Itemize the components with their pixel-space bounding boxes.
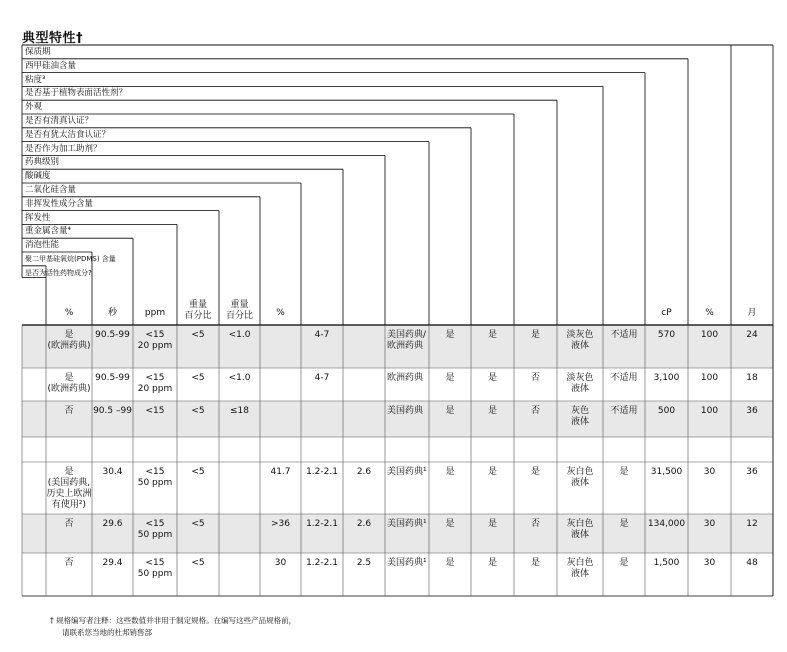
table-cell: [603, 442, 645, 461]
header-label: 粘度³: [25, 74, 46, 85]
table-cell: 灰白色 液体: [566, 467, 594, 488]
table-cell: 美国药典¹: [387, 467, 427, 477]
table-cell: 是: [487, 406, 497, 416]
table-cell: 是: [445, 467, 455, 477]
table-cell: [343, 442, 385, 461]
unit-label: cP: [661, 308, 672, 318]
table-cell: 134,000: [647, 519, 686, 529]
unit-label: [343, 308, 385, 324]
header-label: 是否作为加工助剂？: [25, 143, 102, 154]
table-cell: <5: [191, 406, 205, 416]
table-cell: [645, 442, 688, 461]
unit-label: %: [705, 308, 714, 318]
table-cell: 30: [274, 558, 287, 568]
footnote-line-1: † 规格编写者注释：这些数值并非用于制定规格。在编写这些产品规格前，: [50, 616, 297, 625]
table-cell: <15 50 ppm: [137, 467, 173, 488]
table-cell: 24: [746, 330, 758, 340]
table-cell: 不适用: [610, 406, 638, 416]
header-label: 是否为活性药物成分?: [25, 268, 92, 277]
unit-label: %: [64, 308, 74, 318]
unit-label: 重量 百分比: [184, 300, 212, 321]
unit-label: [301, 308, 343, 324]
table-cell: [301, 406, 343, 436]
unit-label: [603, 308, 645, 324]
table-cell: [688, 442, 731, 461]
table-cell: 是 (美国药典, 历史上欧洲 有使用²): [46, 467, 92, 510]
table-cell: 欧洲药典: [387, 373, 424, 383]
table-cell: 100: [700, 330, 719, 340]
table-cell: 90.5-99: [95, 330, 130, 340]
table-cell: 41.7: [270, 467, 291, 477]
table-cell: 美国药典¹: [387, 558, 427, 568]
table-cell: 是: [445, 406, 455, 416]
unit-label: 秒: [107, 308, 117, 318]
table-cell: <15 50 ppm: [137, 519, 173, 540]
table-cell: ≤18: [230, 406, 249, 416]
table-cell: 1.2-2.1: [306, 558, 338, 568]
table-cell: [219, 558, 260, 595]
table-cell: <15 20 ppm: [137, 330, 173, 351]
table-cell: 是: [487, 467, 497, 477]
footnote-line-2: 请联系您当地的杜邦销售部: [62, 628, 152, 637]
header-label: 二氧化硅含量: [25, 185, 77, 195]
table-cell: 500: [657, 406, 676, 416]
table-cell: 不适用: [610, 373, 638, 383]
table-cell: 否: [530, 373, 540, 383]
table-cell: 12: [746, 519, 758, 529]
table-cell: <5: [191, 330, 205, 340]
table-cell: 36: [746, 406, 758, 416]
table-cell: [514, 442, 557, 461]
table-cell: 是 (欧洲药典): [47, 330, 91, 351]
table-cell: [471, 442, 514, 461]
table-cell: >36: [271, 519, 290, 529]
table-cell: 2.5: [356, 558, 372, 568]
header-label: 是否有清真认证？: [25, 116, 94, 126]
table-cell: [385, 442, 429, 461]
table-cell: 是: [487, 519, 497, 529]
table-cell: 2.6: [356, 467, 372, 477]
table-cell: [301, 442, 343, 461]
table-cell: [343, 373, 385, 400]
table-cell: <5: [191, 373, 205, 383]
table-cell: [177, 442, 219, 461]
table-cell: [343, 330, 385, 367]
table-cell: 是: [619, 519, 629, 529]
table-cell: [219, 519, 260, 552]
table-cell: <15: [145, 406, 165, 416]
table-cell: 否: [64, 558, 74, 568]
header-label: 外观: [25, 102, 43, 113]
table-cell: 1.2-2.1: [306, 519, 338, 529]
table-cell: 否: [530, 519, 540, 529]
table-cell: 30.4: [102, 467, 123, 477]
table-cell: 30: [703, 558, 716, 568]
header-label: 非挥发性成分含量: [25, 198, 94, 209]
header-label: 聚二甲基硅氧烷(PDMS) 含量: [25, 255, 116, 263]
page-title: 典型特性†: [22, 31, 84, 46]
table-cell: 是: [487, 558, 497, 568]
table-cell: 是: [445, 330, 455, 340]
unit-label: [514, 308, 557, 324]
table-cell: <15 50 ppm: [137, 558, 173, 579]
header-label: 重金属含量⁴: [25, 226, 71, 237]
table-cell: 29.6: [102, 519, 123, 529]
table-cell: <1.0: [228, 373, 251, 383]
table-cell: 36: [746, 467, 758, 477]
table-cell: 是: [487, 373, 497, 383]
table-cell: [92, 442, 133, 461]
table-cell: 美国药典¹: [387, 519, 427, 529]
unit-label: [471, 308, 514, 324]
unit-label: 重量 百分比: [225, 300, 253, 321]
table-cell: 是: [445, 519, 455, 529]
header-label: 保质期: [25, 47, 51, 57]
table-cell: 90.5-99: [95, 373, 130, 383]
table-cell: 100: [700, 373, 719, 383]
table-cell: 灰色 液体: [570, 406, 589, 427]
table-cell: <1.0: [228, 330, 251, 340]
table-cell: 90.5 –99: [93, 406, 132, 416]
table-cell: 是 (欧洲药典): [47, 373, 91, 394]
table-cell: [260, 373, 301, 400]
header-label: 消泡性能: [25, 240, 60, 251]
table-cell: 1.2-2.1: [306, 467, 338, 477]
header-label: 挥发性: [25, 212, 51, 223]
unit-label: [557, 308, 603, 324]
table-cell: 淡灰色 液体: [566, 330, 594, 351]
table-cell: [260, 406, 301, 436]
unit-label: ppm: [144, 308, 166, 318]
table-cell: 淡灰色 液体: [566, 373, 594, 394]
table-cell: [731, 442, 773, 461]
table-cell: 31,500: [650, 467, 683, 477]
table-cell: 29.4: [102, 558, 123, 568]
table-cell: [343, 406, 385, 436]
table-cell: 灰白色 液体: [566, 519, 594, 540]
table-cell: 是: [487, 330, 497, 340]
table-cell: [260, 442, 301, 461]
table-cell: [219, 467, 260, 513]
table-cell: 18: [746, 373, 758, 383]
table-cell: 否: [64, 519, 74, 529]
table-cell: <5: [191, 519, 205, 529]
table-cell: [219, 442, 260, 461]
table-cell: [557, 442, 603, 461]
table-cell: 是: [619, 558, 629, 568]
table-cell: 不适用: [610, 330, 638, 340]
table-cell: 2.6: [356, 519, 372, 529]
header-label: 是否基于植物表面活性剂？: [25, 88, 128, 99]
table-cell: [46, 442, 92, 461]
header-label: 西甲硅油含量: [25, 60, 77, 71]
table-cell: 是: [530, 330, 540, 340]
table-cell: [133, 442, 177, 461]
table-cell: 否: [530, 406, 540, 416]
table-cell: 是: [530, 467, 540, 477]
table-cell: <15 20 ppm: [137, 373, 173, 394]
table-cell: <5: [191, 558, 205, 568]
table-cell: 否: [64, 406, 74, 416]
table-cell: 是: [619, 467, 629, 477]
header-label: 是否有犹太洁食认证？: [25, 129, 111, 140]
unit-label: %: [276, 308, 285, 318]
table-cell: 灰白色 液体: [566, 558, 594, 579]
unit-label: 月: [747, 308, 757, 318]
table-cell: 4-7: [314, 330, 330, 340]
header-label: 药典级别: [25, 157, 60, 168]
table-cell: [429, 442, 471, 461]
table-cell: 570: [657, 330, 676, 340]
table-cell: 1,500: [653, 558, 680, 568]
table-cell: 100: [700, 406, 719, 416]
table-cell: 是: [530, 558, 540, 568]
table-cell: [260, 330, 301, 367]
table-cell: 4-7: [314, 373, 330, 383]
table-cell: 是: [445, 373, 455, 383]
table-cell: 3,100: [653, 373, 680, 383]
table-cell: 美国药典/ 欧洲药典: [387, 330, 427, 351]
table-cell: 美国药典: [387, 406, 424, 416]
table-cell: <5: [191, 467, 205, 477]
table-cell: 48: [746, 558, 758, 568]
table-cell: 30: [703, 467, 716, 477]
header-label: 酸碱度: [25, 171, 51, 182]
unit-label: [385, 308, 429, 324]
table-cell: 30: [703, 519, 716, 529]
table-cell: 是: [445, 558, 455, 568]
unit-label: [429, 308, 471, 324]
